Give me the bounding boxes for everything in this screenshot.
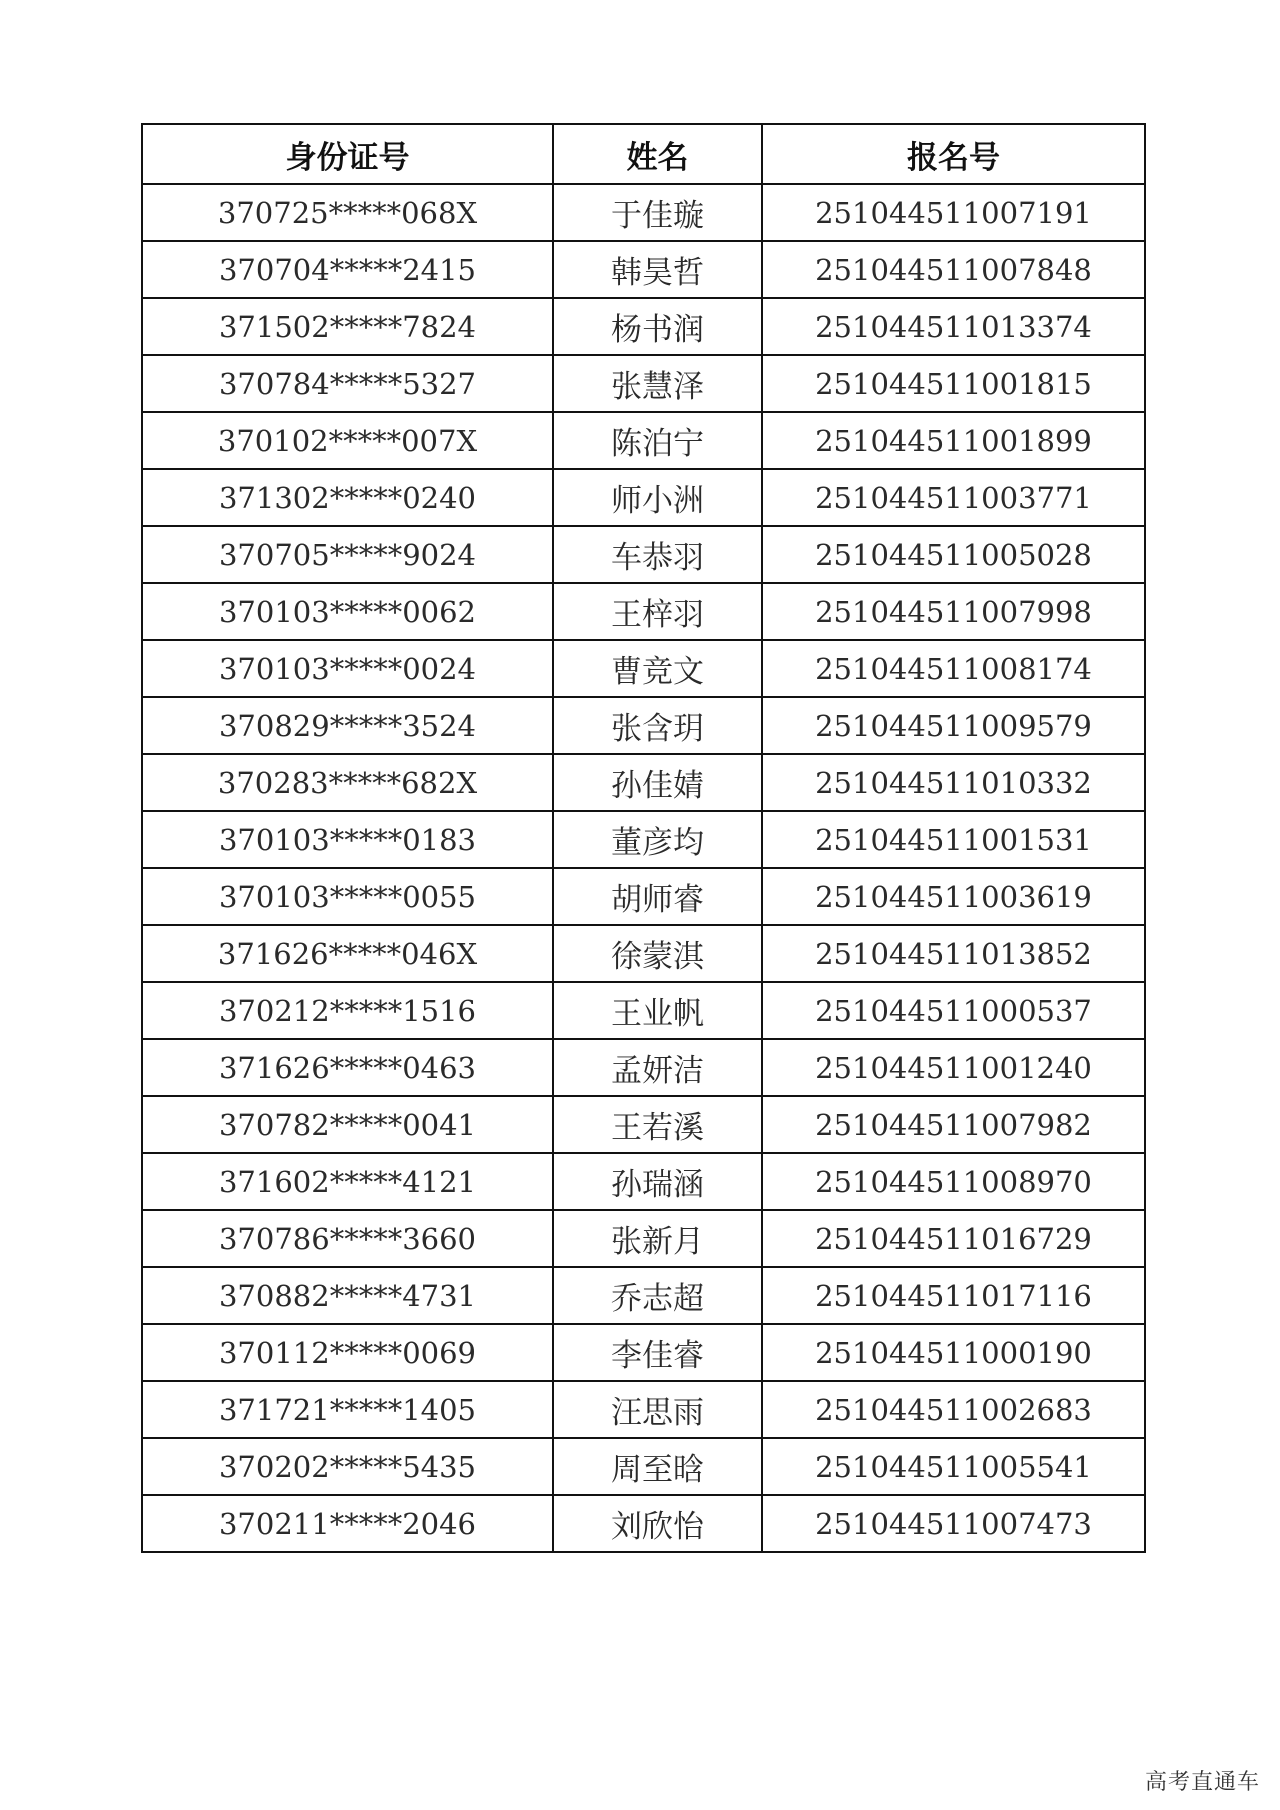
table-row — [142, 184, 1145, 241]
table-row — [142, 1210, 1145, 1267]
cell-id-number: 370212*****1516 — [142, 982, 553, 1039]
table-row — [142, 1438, 1145, 1495]
cell-id-number: 370784*****5327 — [142, 355, 553, 412]
cell-registration-number: 251044511002683 — [762, 1381, 1145, 1438]
cell-registration-number: 251044511007191 — [762, 184, 1145, 241]
cell-id-number: 370705*****9024 — [142, 526, 553, 583]
cell-name: 汪思雨 — [553, 1381, 762, 1438]
cell-id-number: 371721*****1405 — [142, 1381, 553, 1438]
cell-name: 孙佳婧 — [553, 754, 762, 811]
cell-id-number: 370882*****4731 — [142, 1267, 553, 1324]
cell-registration-number: 251044511017116 — [762, 1267, 1145, 1324]
table-row — [142, 1267, 1145, 1324]
table-row — [142, 868, 1145, 925]
watermark-text: 高考直通车 — [1144, 1770, 1260, 1795]
header-registration-number: 报名号 — [762, 124, 1145, 184]
cell-registration-number: 251044511001899 — [762, 412, 1145, 469]
table-row — [142, 697, 1145, 754]
cell-id-number: 370829*****3524 — [142, 697, 553, 754]
cell-name: 陈泊宁 — [553, 412, 762, 469]
cell-id-number: 371626*****046X — [142, 925, 553, 982]
cell-name: 张新月 — [553, 1210, 762, 1267]
cell-name: 张含玥 — [553, 697, 762, 754]
cell-name: 曹竞文 — [553, 640, 762, 697]
table-row — [142, 526, 1145, 583]
table-header-row — [142, 124, 1145, 184]
cell-registration-number: 251044511005028 — [762, 526, 1145, 583]
cell-registration-number: 251044511016729 — [762, 1210, 1145, 1267]
cell-registration-number: 251044511001531 — [762, 811, 1145, 868]
cell-id-number: 371302*****0240 — [142, 469, 553, 526]
cell-name: 周至晗 — [553, 1438, 762, 1495]
cell-registration-number: 251044511007848 — [762, 241, 1145, 298]
table-row — [142, 982, 1145, 1039]
cell-registration-number: 251044511003619 — [762, 868, 1145, 925]
table-row — [142, 754, 1145, 811]
cell-name: 韩昊哲 — [553, 241, 762, 298]
cell-id-number: 370103*****0024 — [142, 640, 553, 697]
cell-registration-number: 251044511008970 — [762, 1153, 1145, 1210]
table-row — [142, 1039, 1145, 1096]
cell-registration-number: 251044511001815 — [762, 355, 1145, 412]
table-row — [142, 1096, 1145, 1153]
cell-name: 刘欣怡 — [553, 1495, 762, 1552]
cell-name: 车恭羽 — [553, 526, 762, 583]
cell-registration-number: 251044511010332 — [762, 754, 1145, 811]
cell-id-number: 370704*****2415 — [142, 241, 553, 298]
table-row — [142, 298, 1145, 355]
cell-registration-number: 251044511000190 — [762, 1324, 1145, 1381]
cell-registration-number: 251044511008174 — [762, 640, 1145, 697]
cell-id-number: 371502*****7824 — [142, 298, 553, 355]
table-row — [142, 355, 1145, 412]
table-row — [142, 583, 1145, 640]
cell-id-number: 370283*****682X — [142, 754, 553, 811]
cell-registration-number: 251044511000537 — [762, 982, 1145, 1039]
cell-name: 王梓羽 — [553, 583, 762, 640]
cell-registration-number: 251044511007998 — [762, 583, 1145, 640]
table-row — [142, 1495, 1145, 1552]
cell-name: 乔志超 — [553, 1267, 762, 1324]
cell-name: 孙瑞涵 — [553, 1153, 762, 1210]
cell-id-number: 370103*****0055 — [142, 868, 553, 925]
cell-id-number: 370102*****007X — [142, 412, 553, 469]
table-row — [142, 241, 1145, 298]
table-row — [142, 412, 1145, 469]
cell-name: 张慧泽 — [553, 355, 762, 412]
roster-table — [141, 123, 1146, 1553]
cell-registration-number: 251044511005541 — [762, 1438, 1145, 1495]
cell-id-number: 370202*****5435 — [142, 1438, 553, 1495]
cell-name: 于佳璇 — [553, 184, 762, 241]
table-row — [142, 640, 1145, 697]
cell-name: 孟妍洁 — [553, 1039, 762, 1096]
table-row — [142, 811, 1145, 868]
cell-name: 杨书润 — [553, 298, 762, 355]
header-name: 姓名 — [553, 124, 762, 184]
cell-id-number: 371626*****0463 — [142, 1039, 553, 1096]
table-row — [142, 1381, 1145, 1438]
table-row — [142, 469, 1145, 526]
cell-registration-number: 251044511007982 — [762, 1096, 1145, 1153]
cell-name: 王若溪 — [553, 1096, 762, 1153]
cell-name: 师小洲 — [553, 469, 762, 526]
cell-registration-number: 251044511013374 — [762, 298, 1145, 355]
cell-name: 胡师睿 — [553, 868, 762, 925]
cell-registration-number: 251044511009579 — [762, 697, 1145, 754]
cell-id-number: 370103*****0183 — [142, 811, 553, 868]
header-id-number: 身份证号 — [142, 124, 553, 184]
cell-id-number: 370782*****0041 — [142, 1096, 553, 1153]
cell-id-number: 370211*****2046 — [142, 1495, 553, 1552]
cell-id-number: 371602*****4121 — [142, 1153, 553, 1210]
cell-id-number: 370786*****3660 — [142, 1210, 553, 1267]
cell-registration-number: 251044511001240 — [762, 1039, 1145, 1096]
cell-registration-number: 251044511007473 — [762, 1495, 1145, 1552]
cell-name: 王业帆 — [553, 982, 762, 1039]
table-row — [142, 1153, 1145, 1210]
table-body — [142, 184, 1145, 1552]
cell-id-number: 370725*****068X — [142, 184, 553, 241]
cell-id-number: 370103*****0062 — [142, 583, 553, 640]
cell-registration-number: 251044511013852 — [762, 925, 1145, 982]
cell-name: 李佳睿 — [553, 1324, 762, 1381]
cell-name: 徐蒙淇 — [553, 925, 762, 982]
cell-id-number: 370112*****0069 — [142, 1324, 553, 1381]
cell-name: 董彦均 — [553, 811, 762, 868]
table-row — [142, 925, 1145, 982]
cell-registration-number: 251044511003771 — [762, 469, 1145, 526]
table-row — [142, 1324, 1145, 1381]
